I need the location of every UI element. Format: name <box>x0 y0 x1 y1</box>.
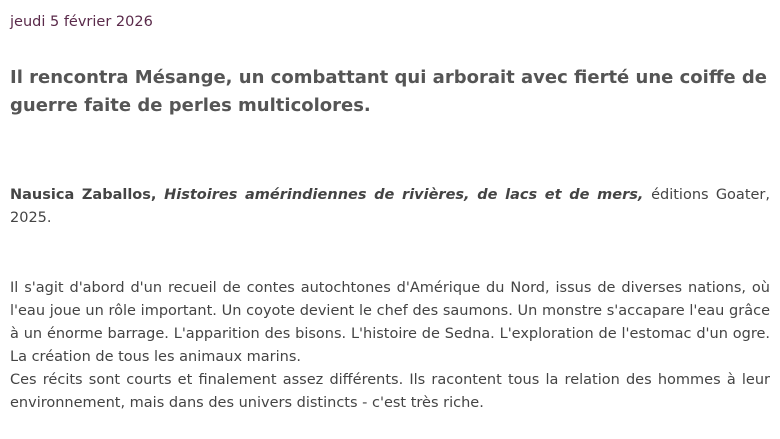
citation-separator: , <box>637 187 652 203</box>
body-paragraph: Ces récits sont courts et finalement assez différents. Ils racontent tous la relation des hommes à leur environnement, mais dans des univers distincts - c'est très riche. <box>10 372 770 411</box>
citation-separator: , <box>150 187 165 203</box>
body-paragraph: Il s'agit d'abord d'un recueil de contes autochtones d'Amérique du Nord, issus de diverses nations, où l'eau joue un rôle important. Un coyote devient le chef des saumons. Un monstre s'accapare l'eau grâce à un énorme barrage. L'apparition des bisons. L'histoire de Sedna. L'exploration de l'estomac d'un ogre. La création de tous les animaux marins. <box>10 280 770 365</box>
post-body <box>10 277 770 415</box>
post-title: Il rencontra Mésange, un combattant qui arborait avec fierté une coiffe de guerre faite de perles multicolores. <box>10 67 767 116</box>
post-date: jeudi 5 février 2026 <box>10 14 153 30</box>
citation-publisher: éditions Goater, 2025. <box>10 187 770 226</box>
book-citation <box>10 184 770 230</box>
citation-book-title: Histoires amérindiennes de rivières, de lacs et de mers <box>164 187 638 203</box>
citation-author: Nausica Zaballos <box>10 187 151 203</box>
